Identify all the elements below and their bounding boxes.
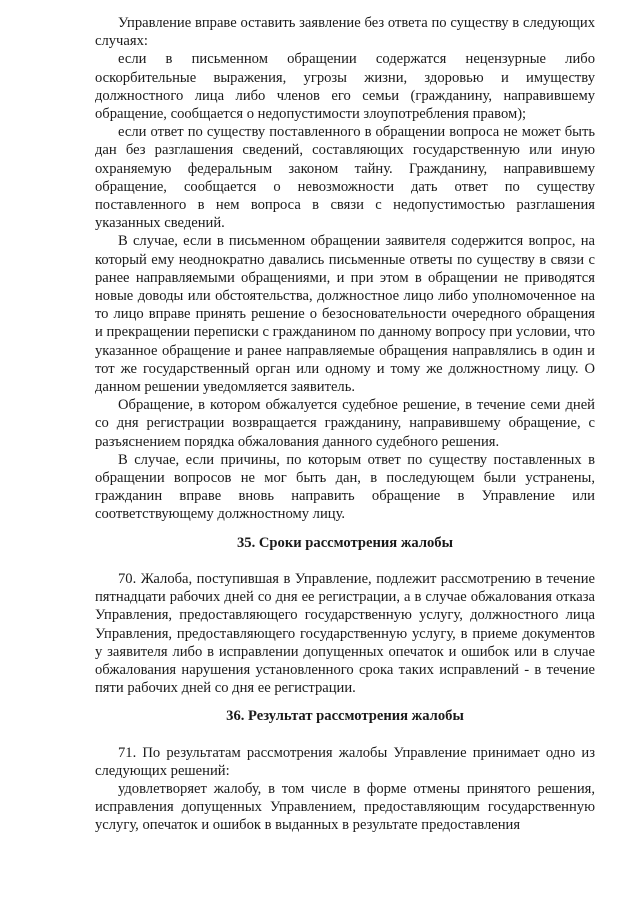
document-page <box>95 14 595 835</box>
spacer <box>95 524 595 534</box>
section-heading-35: 35. Сроки рассмотрения жалобы <box>236 534 453 551</box>
paragraph-71: 71. По результатам рассмотрения жалобы Управление принимает одно из следующих решений: <box>95 744 595 779</box>
paragraph-ground-secret: если ответ по существу поставленного в обращении вопроса не может быть дан без разглашения сведений, составляющих государственную или иную охраняемую федеральным законом тайну. Гражданину, направившему обращение, сообщается о невозможности дать ответ по существу поставленного в нем вопроса в связи с недопустимостью разглашения указанных сведений. <box>95 124 595 232</box>
spacer <box>95 726 595 744</box>
paragraph-ground-obscene: если в письменном обращении содержатся нецензурные либо оскорбительные выражения, угрозы жизни, здоровью и имуществу должностного лица либо членов его семьи (гражданину, направившему обращение, сообщается о недопустимости злоупотребления правом); <box>95 51 595 123</box>
spacer <box>95 697 595 707</box>
paragraph-72: удовлетворяет жалобу, в том числе в форме отмены принятого решения, исправления допущенных Управлением, предоставляющим государственную услугу, опечаток и ошибок в выданных в результате предоставления <box>95 780 595 834</box>
paragraph-70: 70. Жалоба, поступившая в Управление, подлежит рассмотрению в течение пятнадцати рабочих дней со дня ее регистрации, а в случае обжалования отказа Управления, предоставляющего государственную услугу, должностного лица Управления, предоставляющего государственную услугу, в приеме документов у заявителя либо в исправлении допущенных опечаток и ошибок или в случае обжалования нарушения установленного срока таких исправлений - в течение пяти рабочих дней со дня ее регистрации. <box>95 570 595 697</box>
section-heading-36: 36. Результат рассмотрения жалобы <box>226 708 464 725</box>
paragraph-reasons-eliminated: В случае, если причины, по которым ответ по существу поставленных в обращении вопросов не мог быть дан, в последующем были устранены, гражданин вправе вновь направить обращение в Управление или соответствующему должностному лицу. <box>95 451 595 523</box>
paragraph-repeated-appeal: В случае, если в письменном обращении заявителя содержится вопрос, на который ему неоднократно давались письменные ответы по существу в связи с ранее направляемыми обращениями, и при этом в обращении не приводятся новые доводы или обстоятельства, должностное лицо либо уполномоченное на то лицо вправе принять решение о безосновательности очередного обращения и прекращении переписки с гражданином по данному вопросу при условии, что указанное обращение и ранее направляемые обращения направлялись в один и тот же государственный орган или одному и тому же должностному лицу. О данном решении уведомляется заявитель. <box>95 233 595 396</box>
spacer <box>95 552 595 570</box>
paragraph-court-decision: Обращение, в котором обжалуется судебное решение, в течение семи дней со дня регистрации возвращается гражданину, направившему обращение, с разъяснением порядка обжалования данного судебного решения. <box>95 397 595 450</box>
paragraph-grounds-intro: Управление вправе оставить заявление без ответа по существу в следующих случаях: <box>95 15 595 50</box>
